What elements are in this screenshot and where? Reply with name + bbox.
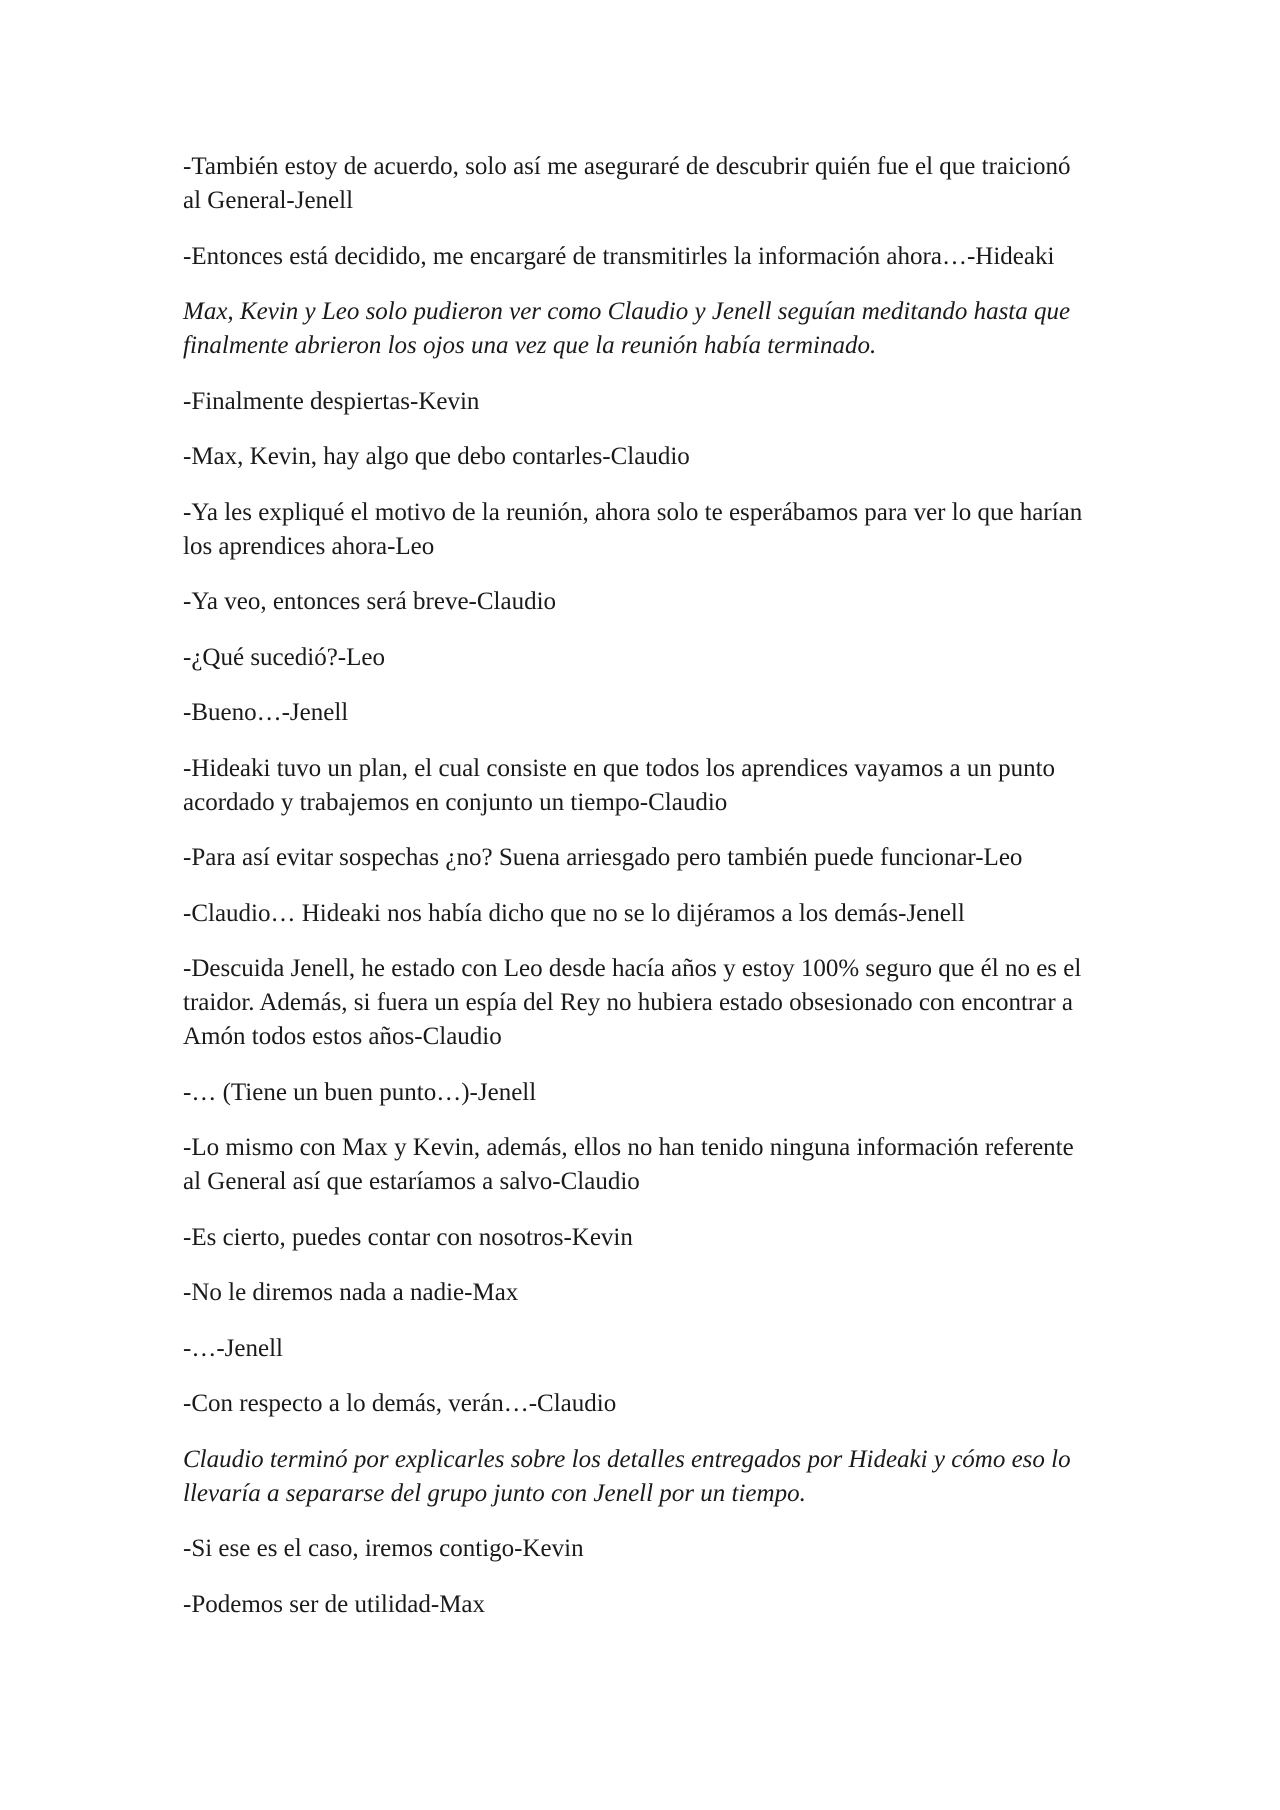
paragraph: -Es cierto, puedes contar con nosotros-Kevin bbox=[183, 1223, 633, 1251]
paragraph: -Entonces está decidido, me encargaré de transmitirles la información ahora…-Hideaki bbox=[183, 242, 1055, 270]
paragraph: -Si ese es el caso, iremos contigo-Kevin bbox=[183, 1535, 584, 1562]
paragraph: -Con respecto a lo demás, verán…-Claudio bbox=[183, 1390, 617, 1417]
paragraph: -También estoy de acuerdo, solo así me aseguraré de descubrir quién fue el que traicionó al General-Jenell bbox=[183, 153, 1071, 214]
paragraph: -Ya les expliqué el motivo de la reunión, ahora solo te esperábamos para ver lo que harían los aprendices ahora-Leo bbox=[183, 498, 1083, 560]
paragraph: -¿Qué sucedió?-Leo bbox=[183, 643, 385, 671]
paragraph: -Lo mismo con Max y Kevin, además, ellos no han tenido ninguna información referente al General así que estaríamos a salvo-Claudio bbox=[183, 1134, 1074, 1195]
paragraph: -Podemos ser de utilidad-Max bbox=[183, 1590, 486, 1618]
paragraph: -Bueno…-Jenell bbox=[183, 699, 349, 726]
paragraph: -Max, Kevin, hay algo que debo contarles-Claudio bbox=[183, 443, 690, 470]
paragraph: -…-Jenell bbox=[183, 1334, 283, 1362]
paragraph: -Descuida Jenell, he estado con Leo desde hacía años y estoy 100% seguro que él no es el traidor. Además, si fuera un espía del Rey no hubiera estado obsesionado con encontrar a Amón todos estos años-Claudio bbox=[183, 955, 1082, 1050]
paragraph: -… (Tiene un buen punto…)-Jenell bbox=[183, 1078, 537, 1106]
paragraph: -Hideaki tuvo un plan, el cual consiste en que todos los aprendices vayamos a un punto acordado y trabajemos en conjunto un tiempo-Claudio bbox=[183, 754, 1056, 816]
narration-paragraph: Max, Kevin y Leo solo pudieron ver como Claudio y Jenell seguían meditando hasta que finalmente abrieron los ojos una vez que la reunión había terminado. bbox=[183, 298, 1071, 359]
paragraph: -No le diremos nada a nadie-Max bbox=[183, 1279, 519, 1306]
paragraph: -Ya veo, entonces será breve-Claudio bbox=[183, 588, 557, 615]
document-body bbox=[183, 150, 1093, 1643]
paragraph: -Para así evitar sospechas ¿no? Suena arriesgado pero también puede funcionar-Leo bbox=[183, 844, 1023, 871]
paragraph: -Finalmente despiertas-Kevin bbox=[183, 387, 480, 415]
narration-paragraph: Claudio terminó por explicarles sobre los detalles entregados por Hideaki y cómo eso lo llevaría a separarse del grupo junto con Jenell por un tiempo. bbox=[183, 1445, 1071, 1507]
paragraph: -Claudio… Hideaki nos había dicho que no se lo dijéramos a los demás-Jenell bbox=[183, 899, 965, 927]
